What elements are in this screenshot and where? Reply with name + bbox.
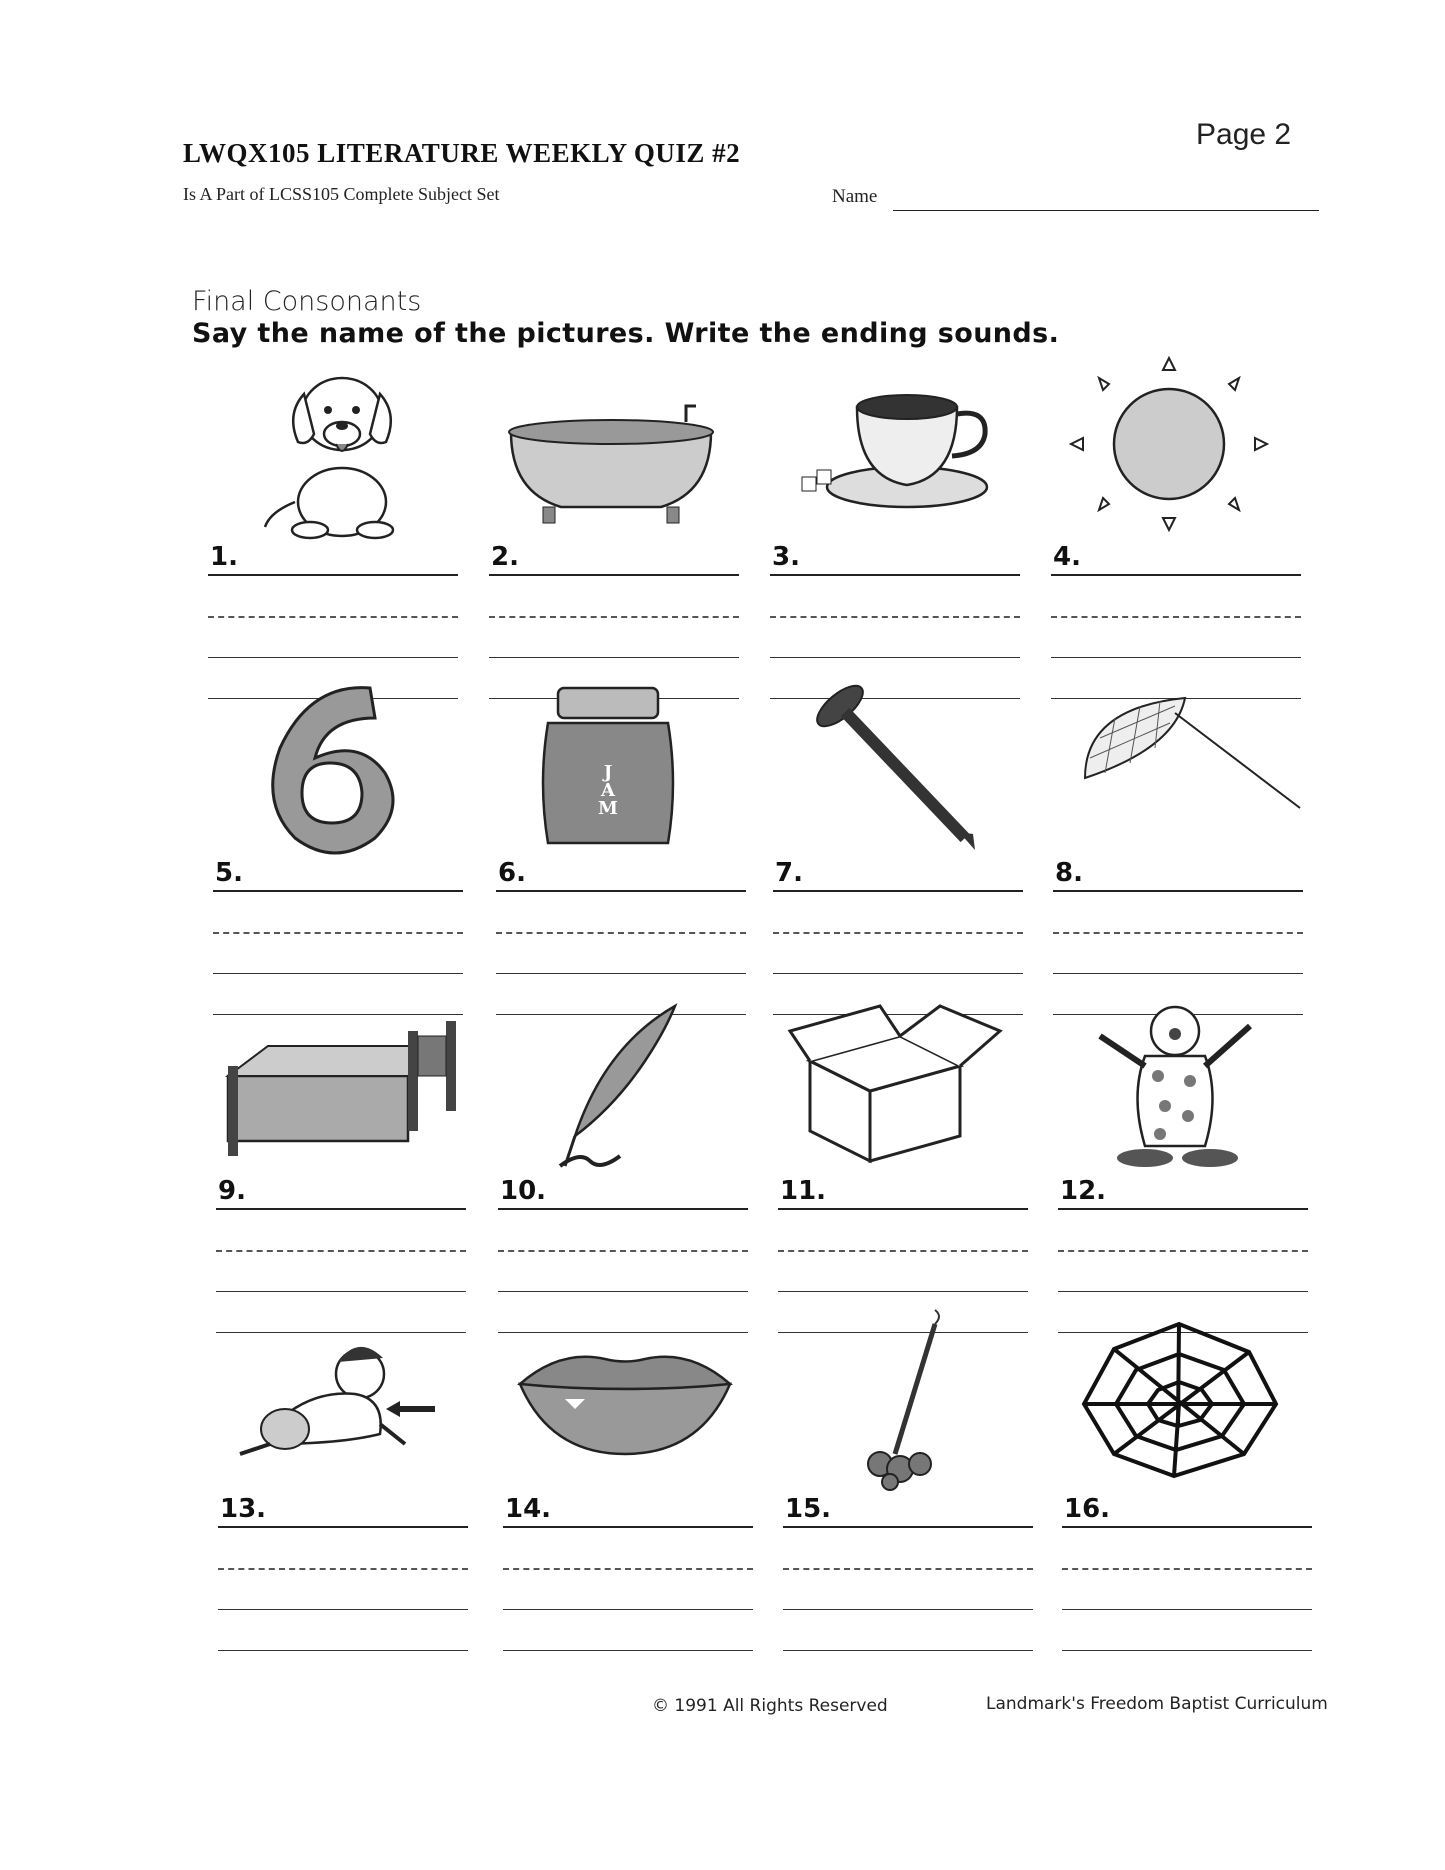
clown-icon bbox=[1050, 986, 1310, 1176]
nail-icon bbox=[765, 668, 1025, 858]
descender-line bbox=[783, 1650, 1033, 1651]
base-line bbox=[498, 1291, 748, 1292]
quiz-item bbox=[495, 1304, 755, 1624]
base-line bbox=[1058, 1291, 1308, 1292]
midline-guide bbox=[770, 616, 1020, 618]
answer-line[interactable] bbox=[496, 890, 746, 892]
answer-line[interactable] bbox=[218, 1526, 468, 1528]
net-icon bbox=[1045, 668, 1305, 858]
answer-line[interactable] bbox=[1053, 890, 1303, 892]
midline-guide bbox=[218, 1568, 468, 1570]
descender-line bbox=[503, 1650, 753, 1651]
answer-line[interactable] bbox=[216, 1208, 466, 1210]
svg-text:J: J bbox=[603, 762, 613, 783]
svg-text:A: A bbox=[601, 780, 615, 801]
section-title: Final Consonants bbox=[192, 286, 422, 317]
midline-guide bbox=[1058, 1250, 1308, 1252]
quiz-item bbox=[762, 352, 1022, 672]
quiz-item bbox=[1050, 986, 1310, 1306]
quiz-item bbox=[1045, 668, 1305, 988]
answer-line[interactable] bbox=[489, 574, 739, 576]
item-number: 13. bbox=[220, 1494, 267, 1524]
answer-line[interactable] bbox=[778, 1208, 1028, 1210]
answer-line[interactable] bbox=[1051, 574, 1301, 576]
item-number: 15. bbox=[785, 1494, 832, 1524]
teacup-icon bbox=[762, 352, 1022, 542]
copyright-notice: © 1991 All Rights Reserved bbox=[652, 1696, 888, 1716]
crawling-baby-icon bbox=[210, 1304, 470, 1494]
base-line bbox=[213, 973, 463, 974]
item-number: 16. bbox=[1064, 1494, 1111, 1524]
answer-line[interactable] bbox=[783, 1526, 1033, 1528]
answer-line[interactable] bbox=[208, 574, 458, 576]
midline-guide bbox=[496, 932, 746, 934]
midline-guide bbox=[778, 1250, 1028, 1252]
bed-icon bbox=[208, 986, 468, 1176]
item-number: 14. bbox=[505, 1494, 552, 1524]
page-number: Page 2 bbox=[1196, 118, 1292, 151]
name-label: Name bbox=[832, 186, 878, 207]
answer-line[interactable] bbox=[1058, 1208, 1308, 1210]
item-number: 10. bbox=[500, 1176, 547, 1206]
quiz-item bbox=[1054, 1304, 1314, 1624]
base-line bbox=[218, 1609, 468, 1610]
item-number: 6. bbox=[498, 858, 526, 888]
base-line bbox=[503, 1609, 753, 1610]
item-number: 12. bbox=[1060, 1176, 1107, 1206]
midline-guide bbox=[1062, 1568, 1312, 1570]
base-line bbox=[778, 1291, 1028, 1292]
item-number: 1. bbox=[210, 542, 238, 572]
midline-guide bbox=[208, 616, 458, 618]
instructions: Say the name of the pictures. Write the ending sounds. bbox=[192, 318, 1060, 349]
base-line bbox=[1062, 1609, 1312, 1610]
answer-line[interactable] bbox=[503, 1526, 753, 1528]
answer-line[interactable] bbox=[773, 890, 1023, 892]
midline-guide bbox=[489, 616, 739, 618]
number-six-icon bbox=[205, 668, 465, 858]
base-line bbox=[208, 657, 458, 658]
item-number: 5. bbox=[215, 858, 243, 888]
item-number: 3. bbox=[772, 542, 800, 572]
base-line bbox=[496, 973, 746, 974]
base-line bbox=[770, 657, 1020, 658]
item-number: 7. bbox=[775, 858, 803, 888]
jam-jar-icon bbox=[488, 668, 748, 858]
dog-icon bbox=[200, 352, 460, 542]
quiz-item bbox=[208, 986, 468, 1306]
item-number: 2. bbox=[491, 542, 519, 572]
base-line bbox=[1053, 973, 1303, 974]
svg-text:M: M bbox=[598, 798, 618, 819]
lips-icon bbox=[495, 1304, 755, 1494]
descender-line bbox=[1062, 1650, 1312, 1651]
bathtub-icon bbox=[481, 352, 741, 542]
midline-guide bbox=[783, 1568, 1033, 1570]
quiz-title: LWQX105 LITERATURE WEEKLY QUIZ #2 bbox=[183, 138, 741, 168]
quiz-item bbox=[481, 352, 741, 672]
item-number: 8. bbox=[1055, 858, 1083, 888]
answer-line[interactable] bbox=[498, 1208, 748, 1210]
base-line bbox=[783, 1609, 1033, 1610]
base-line bbox=[489, 657, 739, 658]
quiz-item bbox=[488, 668, 748, 988]
quiz-item bbox=[205, 668, 465, 988]
quiz-item bbox=[770, 986, 1030, 1306]
midline-guide bbox=[1051, 616, 1301, 618]
quiz-item bbox=[490, 986, 750, 1306]
midline-guide bbox=[1053, 932, 1303, 934]
quiz-subtitle: Is A Part of LCSS105 Complete Subject Set bbox=[183, 184, 500, 204]
name-field[interactable] bbox=[893, 210, 1319, 211]
item-number: 9. bbox=[218, 1176, 246, 1206]
spider-web-icon bbox=[1054, 1304, 1314, 1494]
quiz-item bbox=[200, 352, 460, 672]
quill-pen-icon bbox=[490, 986, 750, 1176]
midline-guide bbox=[773, 932, 1023, 934]
quiz-item bbox=[210, 1304, 470, 1624]
sun-icon bbox=[1043, 352, 1303, 542]
item-number: 11. bbox=[780, 1176, 827, 1206]
quiz-item bbox=[765, 668, 1025, 988]
box-icon bbox=[770, 986, 1030, 1176]
answer-line[interactable] bbox=[770, 574, 1020, 576]
item-number: 4. bbox=[1053, 542, 1081, 572]
midline-guide bbox=[498, 1250, 748, 1252]
answer-line[interactable] bbox=[1062, 1526, 1312, 1528]
midline-guide bbox=[213, 932, 463, 934]
midline-guide bbox=[503, 1568, 753, 1570]
publisher-name: Landmark's Freedom Baptist Curriculum bbox=[986, 1694, 1328, 1714]
quiz-item bbox=[775, 1304, 1035, 1624]
answer-line[interactable] bbox=[213, 890, 463, 892]
base-line bbox=[773, 973, 1023, 974]
quiz-item bbox=[1043, 352, 1303, 672]
mop-icon bbox=[775, 1304, 1035, 1494]
base-line bbox=[216, 1291, 466, 1292]
descender-line bbox=[218, 1650, 468, 1651]
base-line bbox=[1051, 657, 1301, 658]
midline-guide bbox=[216, 1250, 466, 1252]
